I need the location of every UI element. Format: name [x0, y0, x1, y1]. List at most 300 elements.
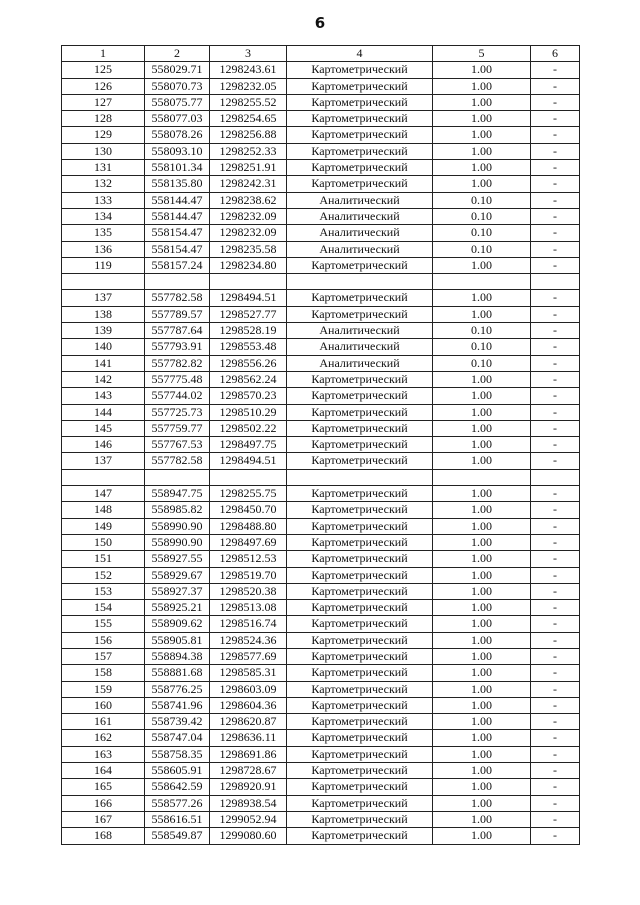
table-cell: 143: [62, 388, 145, 404]
table-cell: 558605.91: [145, 763, 210, 779]
table-row: [62, 143, 580, 159]
table-cell: -: [531, 551, 580, 567]
table-cell: 558947.75: [145, 486, 210, 502]
table-cell: 160: [62, 697, 145, 713]
table-cell: -: [531, 567, 580, 583]
table-cell: 557782.58: [145, 453, 210, 469]
table-cell: Картометрический: [287, 486, 433, 502]
table-row: [62, 583, 580, 599]
table-row: [62, 616, 580, 632]
table-row: [62, 111, 580, 127]
table-cell: -: [531, 176, 580, 192]
table-cell: 126: [62, 78, 145, 94]
table-cell: [62, 274, 145, 290]
table-row: [62, 486, 580, 502]
table-cell: 558154.47: [145, 225, 210, 241]
table-cell: 1298243.61: [210, 62, 287, 78]
table-cell: Картометрический: [287, 763, 433, 779]
table-cell: 1298920.91: [210, 779, 287, 795]
table-cell: 1.00: [433, 176, 531, 192]
table-row: [62, 551, 580, 567]
table-cell: 558070.73: [145, 78, 210, 94]
table-row: [62, 404, 580, 420]
table-cell: 1.00: [433, 62, 531, 78]
table-cell: [531, 469, 580, 485]
table-row: [62, 534, 580, 550]
table-row: [62, 420, 580, 436]
table-cell: -: [531, 290, 580, 306]
table-row: [62, 746, 580, 762]
table-cell: Картометрический: [287, 111, 433, 127]
table-cell: [210, 274, 287, 290]
table-cell: 1.00: [433, 551, 531, 567]
column-header-2: 2: [145, 46, 210, 62]
table-cell: 1.00: [433, 583, 531, 599]
table-cell: -: [531, 208, 580, 224]
table-cell: 165: [62, 779, 145, 795]
table-cell: 558776.25: [145, 681, 210, 697]
table-cell: Картометрический: [287, 583, 433, 599]
table-cell: Картометрический: [287, 567, 433, 583]
table-cell: 558549.87: [145, 828, 210, 844]
table-cell: -: [531, 632, 580, 648]
table-cell: 558642.59: [145, 779, 210, 795]
table-cell: 558929.67: [145, 567, 210, 583]
table-cell: 0.10: [433, 355, 531, 371]
table-cell: 1298553.48: [210, 339, 287, 355]
table-cell: 1.00: [433, 632, 531, 648]
table-body: [62, 62, 580, 844]
table-cell: 1.00: [433, 534, 531, 550]
table-cell: 558909.62: [145, 616, 210, 632]
column-header-4: 4: [287, 46, 433, 62]
table-cell: Картометрический: [287, 371, 433, 387]
table-row: [62, 339, 580, 355]
table-cell: 1.00: [433, 795, 531, 811]
table-row: [62, 730, 580, 746]
table-row: [62, 828, 580, 844]
table-cell: Картометрический: [287, 306, 433, 322]
table-cell: 1298255.75: [210, 486, 287, 502]
table-cell: 1298562.24: [210, 371, 287, 387]
table-cell: [287, 469, 433, 485]
table-cell: -: [531, 306, 580, 322]
table-cell: Картометрический: [287, 746, 433, 762]
table-cell: -: [531, 681, 580, 697]
page-number: 6: [314, 14, 326, 32]
table-cell: Картометрический: [287, 257, 433, 273]
table-cell: 1298513.08: [210, 600, 287, 616]
table-cell: 154: [62, 600, 145, 616]
table-cell: 1298691.86: [210, 746, 287, 762]
table-cell: 558747.04: [145, 730, 210, 746]
table-cell: 557775.48: [145, 371, 210, 387]
table-row: [62, 355, 580, 371]
table-row: [62, 78, 580, 94]
table-cell: 1.00: [433, 665, 531, 681]
table-cell: 1.00: [433, 486, 531, 502]
table-cell: 1.00: [433, 371, 531, 387]
table-cell: 558739.42: [145, 714, 210, 730]
table-cell: Картометрический: [287, 600, 433, 616]
table-cell: -: [531, 339, 580, 355]
table-cell: Картометрический: [287, 616, 433, 632]
table-cell: 1298494.51: [210, 290, 287, 306]
table-cell: 1.00: [433, 616, 531, 632]
table-cell: -: [531, 388, 580, 404]
table-cell: 127: [62, 94, 145, 110]
table-cell: 147: [62, 486, 145, 502]
table-cell: Картометрический: [287, 518, 433, 534]
table-cell: 557767.53: [145, 437, 210, 453]
table-cell: Картометрический: [287, 632, 433, 648]
table-cell: Аналитический: [287, 208, 433, 224]
table-cell: [433, 274, 531, 290]
table-cell: [145, 469, 210, 485]
table-cell: -: [531, 62, 580, 78]
table-cell: 1298519.70: [210, 567, 287, 583]
table-cell: Аналитический: [287, 355, 433, 371]
table-cell: 558985.82: [145, 502, 210, 518]
table-cell: -: [531, 371, 580, 387]
table-cell: 1.00: [433, 681, 531, 697]
table-cell: 125: [62, 62, 145, 78]
table-row: [62, 274, 580, 290]
table-cell: Картометрический: [287, 779, 433, 795]
table-cell: -: [531, 648, 580, 664]
table-cell: 1298603.09: [210, 681, 287, 697]
table-cell: 1298497.69: [210, 534, 287, 550]
table-cell: 1.00: [433, 420, 531, 436]
table-cell: 144: [62, 404, 145, 420]
table-cell: 1.00: [433, 697, 531, 713]
table-cell: 1298516.74: [210, 616, 287, 632]
table-cell: -: [531, 730, 580, 746]
column-header-6: 6: [531, 46, 580, 62]
table-cell: 1298520.38: [210, 583, 287, 599]
table-cell: 1298556.26: [210, 355, 287, 371]
table-row: [62, 192, 580, 208]
table-cell: 558894.38: [145, 648, 210, 664]
table-cell: 557759.77: [145, 420, 210, 436]
table-cell: 558905.81: [145, 632, 210, 648]
table-cell: 148: [62, 502, 145, 518]
table-cell: 1298527.77: [210, 306, 287, 322]
table-cell: 1.00: [433, 404, 531, 420]
table-cell: 558927.37: [145, 583, 210, 599]
table-cell: 162: [62, 730, 145, 746]
table-cell: -: [531, 323, 580, 339]
table-cell: 133: [62, 192, 145, 208]
table-cell: -: [531, 404, 580, 420]
table-row: [62, 241, 580, 257]
table-cell: -: [531, 192, 580, 208]
table-cell: 1298604.36: [210, 697, 287, 713]
table-cell: -: [531, 600, 580, 616]
table-cell: 131: [62, 160, 145, 176]
table-row: [62, 208, 580, 224]
table-cell: 146: [62, 437, 145, 453]
table-cell: Картометрический: [287, 551, 433, 567]
table-cell: Картометрический: [287, 437, 433, 453]
table-row: [62, 225, 580, 241]
table-cell: 136: [62, 241, 145, 257]
table-cell: 1298255.52: [210, 94, 287, 110]
table-cell: 1298636.11: [210, 730, 287, 746]
table-cell: 1298512.53: [210, 551, 287, 567]
table-cell: 1298242.31: [210, 176, 287, 192]
table-cell: 557789.57: [145, 306, 210, 322]
table-cell: 557725.73: [145, 404, 210, 420]
table-cell: 558990.90: [145, 518, 210, 534]
table-row: [62, 94, 580, 110]
table-cell: 167: [62, 811, 145, 827]
table-cell: -: [531, 160, 580, 176]
table-cell: 1.00: [433, 600, 531, 616]
table-cell: -: [531, 94, 580, 110]
table-cell: 1.00: [433, 828, 531, 844]
table-cell: 557782.58: [145, 290, 210, 306]
table-cell: -: [531, 486, 580, 502]
table-row: [62, 176, 580, 192]
table-row: [62, 632, 580, 648]
table-row: [62, 371, 580, 387]
table-cell: 558144.47: [145, 192, 210, 208]
table-cell: 558154.47: [145, 241, 210, 257]
table-cell: 558135.80: [145, 176, 210, 192]
table-cell: [210, 469, 287, 485]
table-cell: [62, 469, 145, 485]
table-cell: Картометрический: [287, 404, 433, 420]
table-cell: 558077.03: [145, 111, 210, 127]
table-header: [62, 46, 580, 62]
table-cell: 1298256.88: [210, 127, 287, 143]
table-cell: 1298510.29: [210, 404, 287, 420]
table-row: [62, 681, 580, 697]
table-cell: 1.00: [433, 648, 531, 664]
table-cell: 128: [62, 111, 145, 127]
table-row: [62, 665, 580, 681]
table-cell: 1298938.54: [210, 795, 287, 811]
table-cell: 142: [62, 371, 145, 387]
table-row: [62, 779, 580, 795]
table-cell: 557744.02: [145, 388, 210, 404]
table-cell: 1.00: [433, 78, 531, 94]
table-cell: -: [531, 714, 580, 730]
table-row: [62, 306, 580, 322]
table-cell: 134: [62, 208, 145, 224]
table-cell: 149: [62, 518, 145, 534]
table-cell: 1.00: [433, 811, 531, 827]
table-cell: 145: [62, 420, 145, 436]
table-cell: Картометрический: [287, 388, 433, 404]
table-row: [62, 502, 580, 518]
table-cell: 1298251.91: [210, 160, 287, 176]
table-cell: -: [531, 811, 580, 827]
table-cell: -: [531, 257, 580, 273]
table-cell: Картометрический: [287, 811, 433, 827]
table-cell: -: [531, 616, 580, 632]
table-cell: -: [531, 111, 580, 127]
table-cell: -: [531, 665, 580, 681]
table-row: [62, 763, 580, 779]
table-cell: Картометрический: [287, 681, 433, 697]
table-cell: Картометрический: [287, 697, 433, 713]
column-header-5: 5: [433, 46, 531, 62]
table-cell: Картометрический: [287, 648, 433, 664]
table-cell: -: [531, 763, 580, 779]
table-row: [62, 453, 580, 469]
table-cell: 558101.34: [145, 160, 210, 176]
table-cell: -: [531, 437, 580, 453]
table-row: [62, 290, 580, 306]
table-row: [62, 795, 580, 811]
table-cell: 558577.26: [145, 795, 210, 811]
table-cell: 1298620.87: [210, 714, 287, 730]
table-cell: 1298577.69: [210, 648, 287, 664]
table-row: [62, 518, 580, 534]
table-cell: 1298238.62: [210, 192, 287, 208]
table-cell: Аналитический: [287, 323, 433, 339]
table-cell: 1.00: [433, 143, 531, 159]
table-cell: 166: [62, 795, 145, 811]
table-cell: 129: [62, 127, 145, 143]
table-cell: -: [531, 518, 580, 534]
table-cell: -: [531, 697, 580, 713]
table-cell: 1298570.23: [210, 388, 287, 404]
table-cell: -: [531, 143, 580, 159]
table-cell: 141: [62, 355, 145, 371]
table-row: [62, 62, 580, 78]
table-cell: 0.10: [433, 339, 531, 355]
header-row: [62, 46, 580, 62]
table-cell: 558075.77: [145, 94, 210, 110]
table-cell: 557793.91: [145, 339, 210, 355]
table-cell: 161: [62, 714, 145, 730]
table-cell: 1298497.75: [210, 437, 287, 453]
table-cell: 558157.24: [145, 257, 210, 273]
table-cell: 1298502.22: [210, 420, 287, 436]
table-cell: 0.10: [433, 323, 531, 339]
table-cell: 1.00: [433, 763, 531, 779]
table-cell: -: [531, 534, 580, 550]
table-cell: 1298232.09: [210, 225, 287, 241]
table-cell: 1.00: [433, 127, 531, 143]
table-row: [62, 567, 580, 583]
table-cell: 1299080.60: [210, 828, 287, 844]
table-cell: [145, 274, 210, 290]
table-cell: -: [531, 78, 580, 94]
table-cell: -: [531, 779, 580, 795]
column-header-1: 1: [62, 46, 145, 62]
table-cell: -: [531, 127, 580, 143]
table-cell: Картометрический: [287, 502, 433, 518]
table-cell: [287, 274, 433, 290]
table-cell: 155: [62, 616, 145, 632]
table-cell: Аналитический: [287, 241, 433, 257]
table-cell: 558029.71: [145, 62, 210, 78]
table-cell: 1.00: [433, 714, 531, 730]
table-cell: 1.00: [433, 453, 531, 469]
table-cell: 1.00: [433, 437, 531, 453]
table-cell: -: [531, 225, 580, 241]
table-cell: 164: [62, 763, 145, 779]
table-cell: 139: [62, 323, 145, 339]
table-cell: 132: [62, 176, 145, 192]
table-cell: 119: [62, 257, 145, 273]
table-cell: Картометрический: [287, 714, 433, 730]
table-cell: 558881.68: [145, 665, 210, 681]
table-cell: 1298252.33: [210, 143, 287, 159]
table-cell: 558616.51: [145, 811, 210, 827]
table-cell: 1298728.67: [210, 763, 287, 779]
table-cell: 558758.35: [145, 746, 210, 762]
table-cell: Аналитический: [287, 225, 433, 241]
table-cell: 1.00: [433, 779, 531, 795]
table-cell: 138: [62, 306, 145, 322]
table-row: [62, 127, 580, 143]
table-cell: 153: [62, 583, 145, 599]
table-cell: 0.10: [433, 208, 531, 224]
table-cell: 140: [62, 339, 145, 355]
table-cell: 156: [62, 632, 145, 648]
table-cell: 1298494.51: [210, 453, 287, 469]
table-cell: 558925.21: [145, 600, 210, 616]
table-row: [62, 811, 580, 827]
table-cell: 150: [62, 534, 145, 550]
table-cell: 558078.26: [145, 127, 210, 143]
table-cell: -: [531, 502, 580, 518]
table-cell: Картометрический: [287, 62, 433, 78]
table-cell: 1.00: [433, 567, 531, 583]
table-cell: -: [531, 583, 580, 599]
table-cell: 158: [62, 665, 145, 681]
table-cell: 1298585.31: [210, 665, 287, 681]
table-cell: -: [531, 355, 580, 371]
table-cell: Картометрический: [287, 420, 433, 436]
table-row: [62, 714, 580, 730]
table-cell: 1298488.80: [210, 518, 287, 534]
table-cell: -: [531, 746, 580, 762]
table-cell: 0.10: [433, 225, 531, 241]
table-cell: 1.00: [433, 160, 531, 176]
table-cell: -: [531, 453, 580, 469]
table-cell: 1.00: [433, 306, 531, 322]
table-cell: 558927.55: [145, 551, 210, 567]
coordinates-table: [61, 45, 580, 845]
table-cell: 1298232.05: [210, 78, 287, 94]
table-cell: 152: [62, 567, 145, 583]
table-cell: 1298528.19: [210, 323, 287, 339]
table-cell: 159: [62, 681, 145, 697]
table-cell: -: [531, 828, 580, 844]
table-cell: Картометрический: [287, 78, 433, 94]
table-cell: Аналитический: [287, 192, 433, 208]
table-cell: 557787.64: [145, 323, 210, 339]
table-cell: 137: [62, 453, 145, 469]
table-cell: [433, 469, 531, 485]
table-cell: 1.00: [433, 388, 531, 404]
table-cell: Картометрический: [287, 828, 433, 844]
table-row: [62, 600, 580, 616]
table-cell: Аналитический: [287, 339, 433, 355]
table-cell: 1.00: [433, 518, 531, 534]
table-cell: 1.00: [433, 290, 531, 306]
table-cell: 1.00: [433, 257, 531, 273]
table-row: [62, 388, 580, 404]
table-cell: Картометрический: [287, 453, 433, 469]
table-cell: 558990.90: [145, 534, 210, 550]
